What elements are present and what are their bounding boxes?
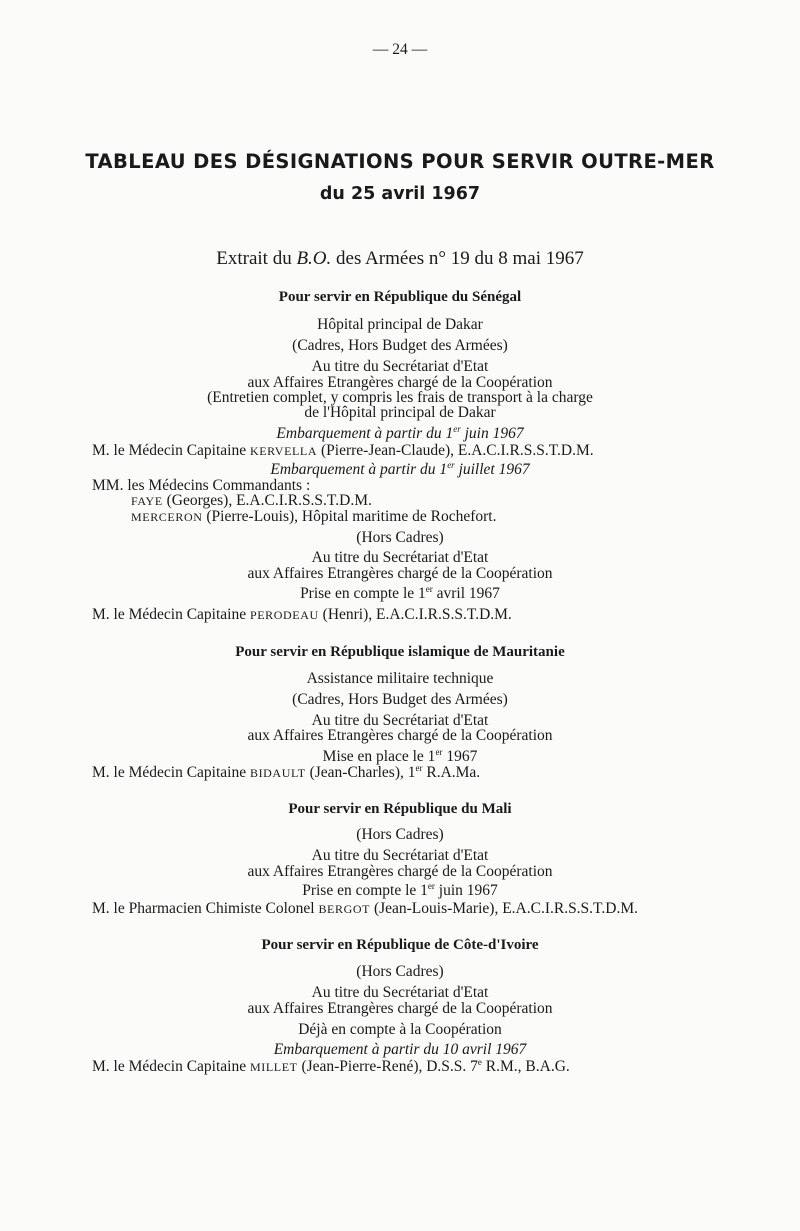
officer-line: M. le Médecin Capitaine BIDAULT (Jean-Charles), 1er R.A.Ma. (92, 762, 481, 781)
section-heading-mali: Pour servir en République du Mali (288, 801, 512, 817)
text-line: Au titre du Secrétariat d'Etat (311, 984, 489, 1001)
mise-en-place: Mise en place le 1er 1967 (322, 746, 478, 765)
text-line: (Hors Cadres) (356, 963, 444, 980)
page-number: — 24 — (372, 41, 428, 58)
text-line: aux Affaires Etrangères chargé de la Coopération (247, 1000, 553, 1017)
text-line: Au titre du Secrétariat d'Etat (311, 712, 489, 729)
text-line: aux Affaires Etrangères chargé de la Coopération (247, 727, 553, 744)
text-line: Au titre du Secrétariat d'Etat (311, 549, 489, 566)
text-line: (Cadres, Hors Budget des Armées) (292, 691, 508, 708)
text-line: (Hors Cadres) (356, 529, 444, 546)
officer-line: M. le Pharmacien Chimiste Colonel BERGOT (Jean-Louis-Marie), E.A.C.I.R.S.S.T.D.M. (92, 900, 638, 917)
section-heading-mauritanie: Pour servir en République islamique de Mauritanie (235, 644, 565, 660)
officer-line: MERCERON (Pierre-Louis), Hôpital maritime de Rochefort. (131, 508, 497, 525)
embarkation-date: Embarquement à partir du 1er juin 1967 (276, 423, 524, 442)
section-heading-cote-divoire: Pour servir en République de Côte-d'Ivoire (261, 937, 539, 953)
text-line: de l'Hôpital principal de Dakar (304, 404, 496, 421)
section-heading-senegal: Pour servir en République du Sénégal (278, 289, 522, 305)
prise-en-compte: Prise en compte le 1er juin 1967 (302, 880, 498, 899)
text-line: aux Affaires Etrangères chargé de la Coopération (247, 863, 553, 880)
prise-en-compte: Prise en compte le 1er avril 1967 (300, 583, 500, 602)
embarkation-date: Embarquement à partir du 1er juillet 1967 (270, 459, 530, 478)
text-line: Assistance militaire technique (306, 670, 494, 687)
embarkation-date: Embarquement à partir du 10 avril 1967 (273, 1041, 527, 1058)
officer-line: M. le Médecin Capitaine MILLET (Jean-Pierre-René), D.S.S. 7e R.M., B.A.G. (92, 1056, 570, 1075)
page-subtitle: du 25 avril 1967 (319, 184, 481, 204)
officer-line: M. le Médecin Capitaine KERVELLA (Pierre-Jean-Claude), E.A.C.I.R.S.S.T.D.M. (92, 442, 594, 459)
text-line: (Hors Cadres) (356, 826, 444, 843)
text-line: aux Affaires Etrangères chargé de la Coopération (247, 374, 553, 391)
text-line: Déjà en compte à la Coopération (298, 1021, 502, 1038)
text-line: (Cadres, Hors Budget des Armées) (292, 337, 508, 354)
extract-line: Extrait du B.O. des Armées n° 19 du 8 mai 1967 (216, 248, 584, 269)
page-title: TABLEAU DES DÉSIGNATIONS POUR SERVIR OUTRE-MER (85, 150, 715, 173)
text-line: Au titre du Secrétariat d'Etat (311, 847, 489, 864)
officers-heading: MM. les Médecins Commandants : (92, 477, 311, 494)
officer-line: M. le Médecin Capitaine PERODEAU (Henri), E.A.C.I.R.S.S.T.D.M. (92, 606, 512, 623)
text-line: Au titre du Secrétariat d'Etat (311, 358, 489, 375)
text-line: aux Affaires Etrangères chargé de la Coopération (247, 565, 553, 582)
text-line: (Entretien complet, y compris les frais de transport à la charge (207, 389, 593, 406)
officer-line: FAYE (Georges), E.A.C.I.R.S.S.T.D.M. (131, 492, 372, 509)
text-line: Hôpital principal de Dakar (317, 316, 483, 333)
